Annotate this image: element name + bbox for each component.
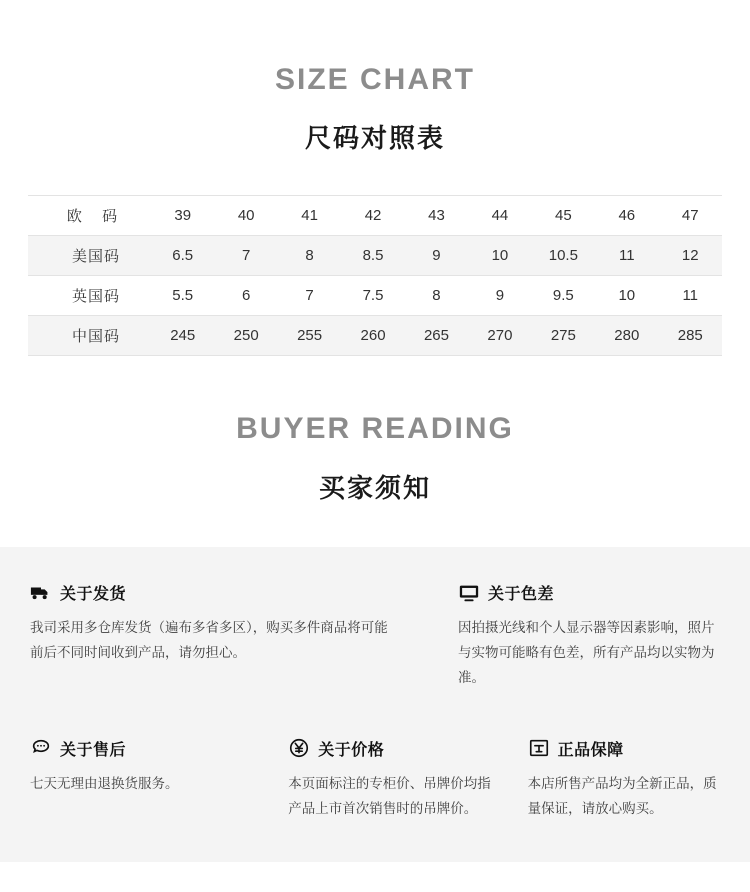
note-header (30, 581, 400, 604)
table-cell: 260 (341, 316, 404, 356)
row-label: 英国码 (28, 276, 151, 316)
certificate-icon (528, 737, 550, 759)
note-color-difference (400, 581, 720, 691)
note-title: 关于售后 (60, 741, 127, 759)
note-header (288, 737, 495, 760)
buyer-notes-panel (0, 547, 750, 862)
table-cell: 10 (468, 236, 531, 276)
note-header (528, 737, 720, 760)
table-cell: 275 (532, 316, 595, 356)
table-cell: 7 (214, 236, 277, 276)
table-cell: 285 (659, 316, 723, 356)
table-cell: 9 (468, 276, 531, 316)
row-label: 欧 码 (28, 196, 151, 236)
note-title: 关于色差 (488, 586, 555, 603)
table-cell: 46 (595, 196, 658, 236)
table-cell: 9.5 (532, 276, 595, 316)
size-chart-table (28, 195, 722, 356)
table-cell: 47 (659, 196, 723, 236)
note-title: 关于价格 (318, 741, 385, 759)
note-shipping (30, 581, 400, 691)
table-cell: 265 (405, 316, 468, 356)
table-cell: 44 (468, 196, 531, 236)
size-chart-table-wrap (0, 195, 750, 356)
row-label: 中国码 (28, 316, 151, 356)
note-body: 本店所售产品均为全新正品，质量保证，请放心购买。 (527, 775, 717, 816)
table-cell: 250 (214, 316, 277, 356)
size-chart-section (0, 0, 750, 356)
size-chart-title-en: SIZE CHART (275, 63, 475, 96)
table-cell: 45 (532, 196, 595, 236)
table-cell: 6 (214, 276, 277, 316)
table-row (28, 196, 722, 236)
table-cell: 7 (278, 276, 341, 316)
table-cell: 11 (595, 236, 658, 276)
yen-icon (288, 737, 310, 759)
table-cell: 41 (278, 196, 341, 236)
table-cell: 10.5 (532, 236, 595, 276)
note-title: 正品保障 (557, 741, 624, 759)
table-cell: 12 (659, 236, 723, 276)
note-header (458, 581, 720, 604)
note-body: 本页面标注的专柜价、吊牌价均指产品上市首次销售时的吊牌价。 (288, 775, 491, 816)
note-body: 七天无理由退换货服务。 (30, 775, 179, 791)
table-cell: 245 (151, 316, 214, 356)
table-cell: 5.5 (151, 276, 214, 316)
note-header (30, 737, 256, 760)
note-price (256, 737, 495, 822)
truck-icon (30, 582, 52, 604)
phone-icon (30, 737, 52, 759)
note-body: 因拍摄光线和个人显示器等因素影响，照片与实物可能略有色差，所有产品均以实物为准。 (458, 620, 715, 685)
buyer-notes-row-1 (30, 581, 720, 691)
note-title: 关于发货 (60, 586, 127, 603)
table-cell: 11 (659, 276, 723, 316)
table-row (28, 316, 722, 356)
monitor-icon (458, 582, 480, 604)
size-chart-title-cn: 尺码对照表 (304, 123, 445, 153)
buyer-reading-section (0, 412, 750, 862)
table-cell: 6.5 (151, 236, 214, 276)
table-cell: 40 (214, 196, 277, 236)
buyer-reading-title-cn: 买家须知 (318, 473, 431, 503)
row-label: 美国码 (28, 236, 151, 276)
buyer-reading-title-en: BUYER READING (236, 412, 514, 445)
note-after-sales (30, 737, 256, 822)
table-cell: 9 (405, 236, 468, 276)
buyer-notes-row-2 (30, 737, 720, 822)
table-cell: 7.5 (341, 276, 404, 316)
table-cell: 42 (341, 196, 404, 236)
table-cell: 280 (595, 316, 658, 356)
table-cell: 10 (595, 276, 658, 316)
note-authenticity (496, 737, 720, 822)
table-cell: 8 (405, 276, 468, 316)
note-body: 我司采用多仓库发货（遍布多省多区），购买多件商品将可能前后不同时间收到产品，请勿担心。 (30, 620, 388, 660)
table-cell: 43 (405, 196, 468, 236)
table-cell: 8 (278, 236, 341, 276)
table-cell: 270 (468, 316, 531, 356)
table-cell: 255 (278, 316, 341, 356)
table-cell: 39 (151, 196, 214, 236)
table-cell: 8.5 (341, 236, 404, 276)
table-row (28, 276, 722, 316)
table-row (28, 236, 722, 276)
